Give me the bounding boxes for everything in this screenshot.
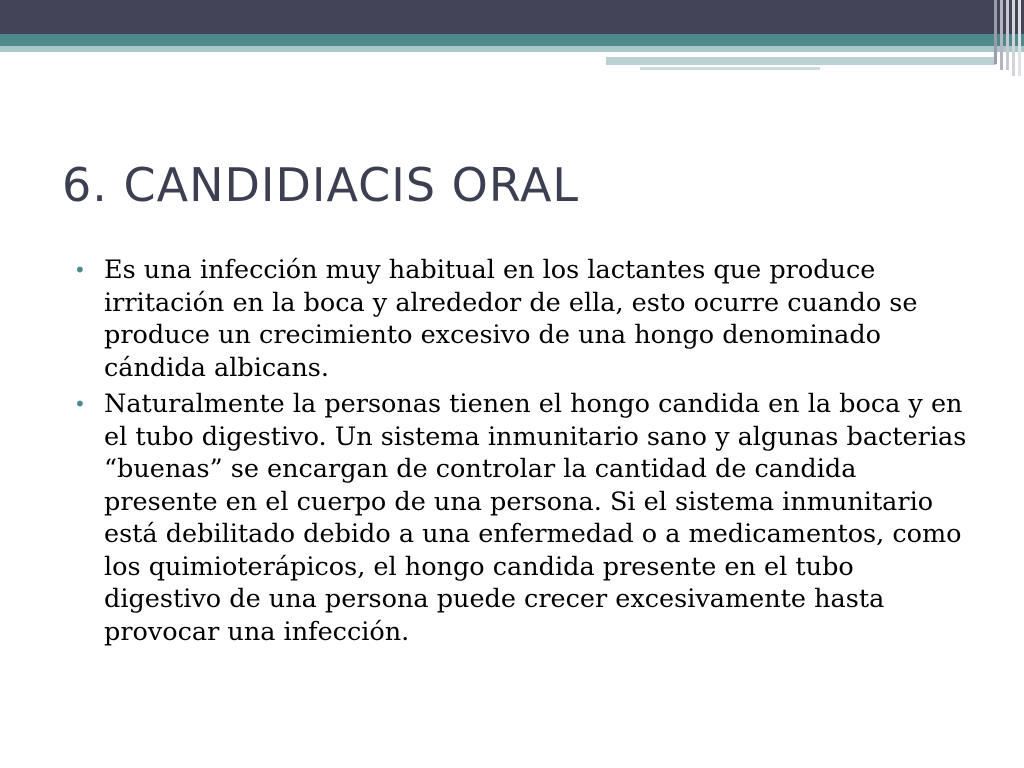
bullet-item <box>72 388 972 648</box>
header-band-teal <box>0 34 1024 46</box>
header-accent-line <box>606 57 996 65</box>
bullet-text: Es una infección muy habitual en los lactantes que produce irritación en la boca y alrededor de ella, esto ocurre cuando se produce un crecimiento excesivo de una hongo denominado cándida albicans. <box>104 255 918 383</box>
bullet-text: Naturalmente la personas tienen el hongo candida en la boca y en el tubo digestivo. Un sistema inmunitario sano y algunas bacterias “buenas” se encargan de controlar la cantidad de candida presente en el cuerpo de una persona. Si el sistema inmunitario está debilitado debido a una enfermedad o a medicamentos, como los quimioterápicos, el hongo candida presente en el tubo digestivo de una persona puede crecer excesivamente hasta provocar una infección. <box>104 389 967 647</box>
header-band-light <box>0 46 1024 52</box>
header-accent-line-thin <box>640 67 820 70</box>
bullet-dot-icon: • <box>74 392 86 416</box>
bullet-item <box>72 254 972 384</box>
header-band-dark <box>0 0 1024 34</box>
header-corner-stripes <box>994 0 1024 70</box>
slide-title: 6. CANDIDIACIS ORAL <box>62 158 580 212</box>
bullet-list <box>72 254 972 652</box>
bullet-dot-icon: • <box>74 258 86 282</box>
